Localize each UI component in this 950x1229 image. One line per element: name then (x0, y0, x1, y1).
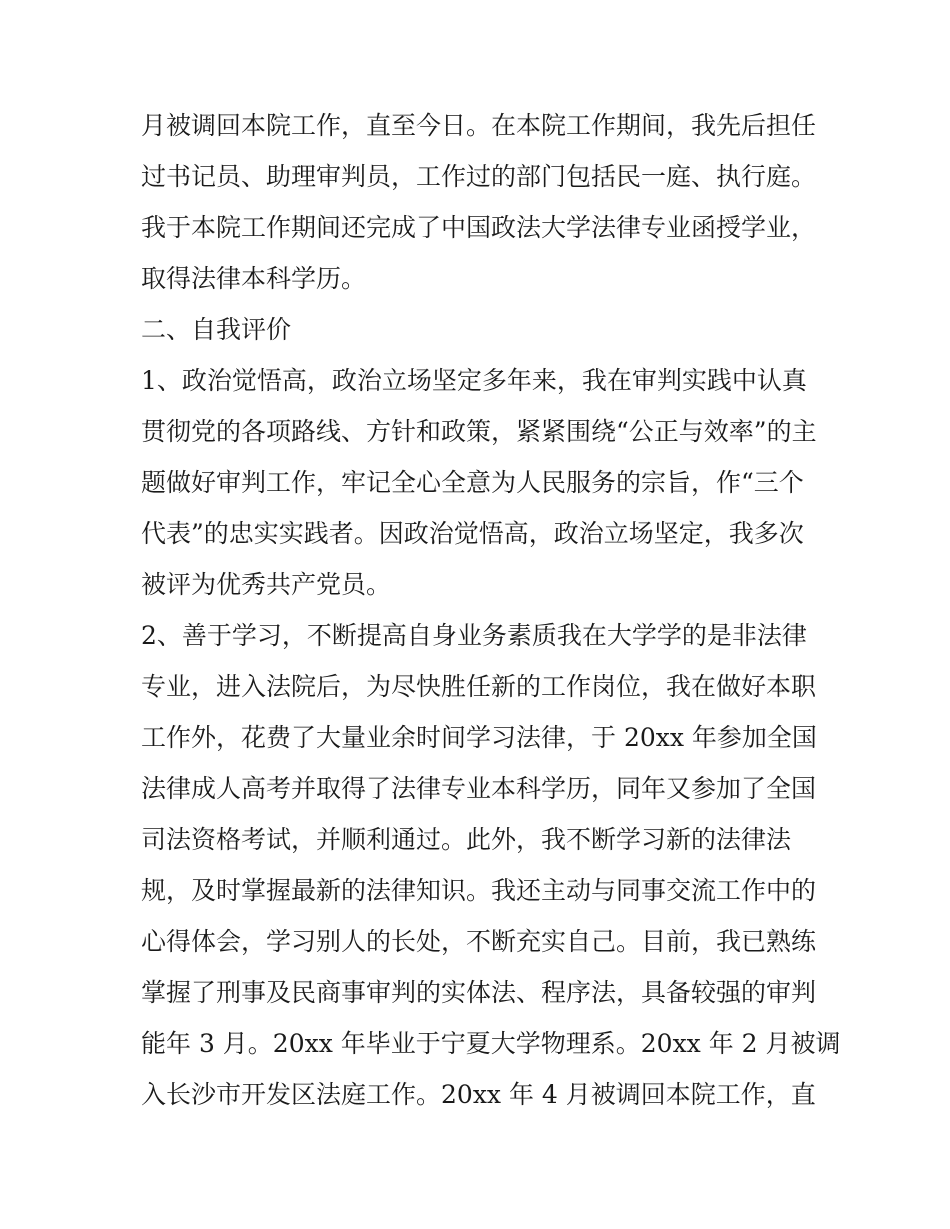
text-line: 能年 3 月。20xx 年毕业于宁夏大学物理系。20xx 年 2 月被调 (141, 1029, 841, 1058)
text-line: 规，及时掌握最新的法律知识。我还主动与同事交流工作中的 (141, 876, 817, 905)
text-line: 被评为优秀共产党员。 (141, 570, 392, 599)
text-line: 贯彻党的各项路线、方针和政策，紧紧围绕“公正与效率”的主 (141, 417, 817, 446)
text-line: 题做好审判工作，牢记全心全意为人民服务的宗旨，作“三个 (141, 468, 804, 497)
text-line: 过书记员、助理审判员，工作过的部门包括民一庭、执行庭。 (141, 162, 817, 191)
text-line: 代表”的忠实实践者。因政治觉悟高，政治立场坚定，我多次 (141, 519, 804, 548)
text-line: 专业，进入法院后，为尽快胜任新的工作岗位，我在做好本职 (141, 672, 817, 701)
text-line: 取得法律本科学历。 (141, 264, 367, 293)
text-line: 我于本院工作期间还完成了中国政法大学法律专业函授学业， (141, 213, 817, 242)
text-line: 法律成人高考并取得了法律专业本科学历，同年又参加了全国 (141, 774, 817, 803)
text-line: 月被调回本院工作，直至今日。在本院工作期间，我先后担任 (141, 111, 817, 140)
text-line: 掌握了刑事及民商事审判的实体法、程序法，具备较强的审判 (141, 978, 817, 1007)
section-heading: 二、自我评价 (141, 315, 292, 344)
text-line: 工作外，花费了大量业余时间学习法律，于 20xx 年参加全国 (141, 723, 817, 752)
text-line: 2、善于学习，不断提高自身业务素质我在大学学的是非法律 (141, 621, 807, 650)
text-line: 1、政治觉悟高，政治立场坚定多年来，我在审判实践中认真 (141, 366, 807, 395)
document-body (141, 100, 841, 1120)
text-line: 心得体会，学习别人的长处，不断充实自己。目前，我已熟练 (141, 927, 817, 956)
text-line: 入长沙市开发区法庭工作。20xx 年 4 月被调回本院工作，直 (141, 1080, 816, 1109)
text-line: 司法资格考试，并顺利通过。此外，我不断学习新的法律法 (141, 825, 792, 854)
